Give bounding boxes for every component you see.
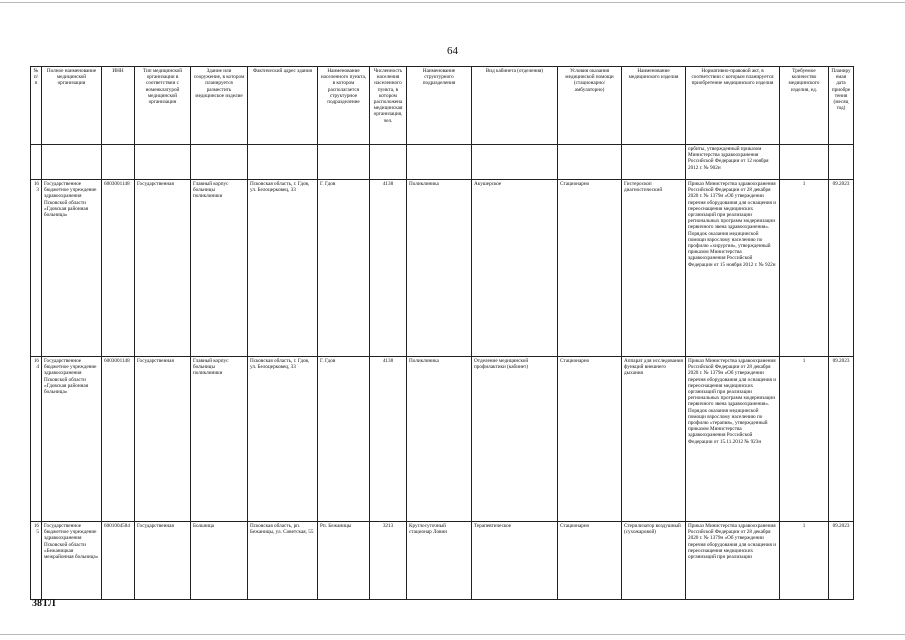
footer-stamp: 38ТЛ — [32, 598, 56, 609]
conditions-cell: Стационарно — [558, 180, 622, 357]
qty-cell: 1 — [780, 522, 829, 600]
cabinet-cell: Акушерское — [472, 180, 558, 357]
col-header-cabinet: Вид кабинета (отделения) — [472, 67, 558, 145]
col-header-qty: Требуемое количество медицинского изделия, ед. — [780, 67, 829, 145]
act-cell: Приказ Министерства здравоохранения Российской Федерации от 28 декабря 2020 г. № 1379н «Об утверждении перечня оборудования для оснащения и переоснащения медицинских организаций при реализации — [686, 522, 780, 600]
row-num: 164 — [31, 357, 42, 522]
equipment-table — [30, 66, 854, 600]
locality-cell: Г. Гдов — [318, 180, 370, 357]
col-header-type: Тип медицинской организации в соответствии с номенклатурой медицинской организации — [135, 67, 191, 145]
table-row-continuation — [31, 145, 854, 180]
inn-cell: 6003001148 — [102, 357, 135, 522]
date-cell: 09.2023 — [829, 522, 854, 600]
org-cell: Государственное бюджетное учреждение здравоохранения Псковской области «Бежаницкая межрайонная больница» — [42, 522, 102, 600]
col-header-conditions: Условия оказания медицинской помощи (стационарно/ амбулаторно) — [558, 67, 622, 145]
scan-edge-top — [0, 2, 905, 3]
conditions-cell: Стационарно — [558, 522, 622, 600]
col-header-act: Нормативно-правовой акт, в соответствии с которым планируется приобретение медицинского изделия — [686, 67, 780, 145]
col-header-address: Фактический адрес здания — [248, 67, 318, 145]
type-cell: Государственная — [135, 180, 191, 357]
col-header-date: Планируемая дата приобретения (месяц год) — [829, 67, 854, 145]
cabinet-cell: Терапевтическое — [472, 522, 558, 600]
building-cell: Главный корпус больницы поликлиники — [191, 357, 248, 522]
population-cell: 3213 — [370, 522, 407, 600]
device-cell: Стерилизатор воздушный (сухожаровой) — [622, 522, 686, 600]
col-header-org: Полное наименование медицинской организации — [42, 67, 102, 145]
col-header-inn: ИНН — [102, 67, 135, 145]
col-header-num: № п/п — [31, 67, 42, 145]
locality-cell: Г. Гдов — [318, 357, 370, 522]
address-cell: Псковская область, рп. Бежаницы, ул. Советская, 55 — [248, 522, 318, 600]
page-number: 64 — [447, 45, 458, 57]
address-cell: Псковская область, г. Гдов, ул. Белоцерковец, 33 — [248, 180, 318, 357]
table-header-row — [31, 67, 854, 145]
act-cell: Приказ Министерства здравоохранения Российской Федерации от 28 декабря 2020 г. № 1379н «Об утверждении перечня оборудования для оснащения и переоснащения медицинских организаций при реализации региональных программ модернизации первичного звена здравоохранения». Порядок оказания медицинской помощи взрослому населению по профилю «хирургия», утвержденный приказом Министерства здравоохранения Российской Федерации от 15 ноября 2012 г. № 922н — [686, 180, 780, 357]
row-num: 165 — [31, 522, 42, 600]
population-cell: 4138 — [370, 357, 407, 522]
building-cell: Больница — [191, 522, 248, 600]
table-row — [31, 357, 854, 522]
locality-cell: Рп. Бежаницы — [318, 522, 370, 600]
population-cell: 4138 — [370, 180, 407, 357]
unit-cell: Поликлиника — [407, 357, 472, 522]
table-row — [31, 522, 854, 600]
table-row — [31, 180, 854, 357]
scan-edge-bottom — [0, 634, 905, 635]
type-cell: Государственная — [135, 357, 191, 522]
col-header-unit: Наименование структурного подразделения — [407, 67, 472, 145]
org-cell: Государственное бюджетное учреждение здравоохранения Псковской области «Гдовская районная больница» — [42, 357, 102, 522]
device-cell: Аппарат для исследования функций внешнего дыхания — [622, 357, 686, 522]
cabinet-cell: Отделение медицинской профилактики (кабинет) — [472, 357, 558, 522]
col-header-device: Наименование медицинского изделия — [622, 67, 686, 145]
inn-cell: 6003001148 — [102, 180, 135, 357]
act-cell: Приказ Министерства здравоохранения Российской Федерации от 28 декабря 2020 г. № 1379н «Об утверждении перечня оборудования для оснащения и переоснащения медицинских организаций при реализации региональных программ модернизации первичного звена здравоохранения». Порядок оказания медицинской помощи взрослому населению по профилю «терапия», утвержденный приказом Министерства здравоохранения Российской Федерации от 15.11.2012 № 923н — [686, 357, 780, 522]
date-cell: 09.2023 — [829, 357, 854, 522]
qty-cell: 1 — [780, 180, 829, 357]
org-cell: Государственное бюджетное учреждение здравоохранения Псковской области «Гдовская районная больница» — [42, 180, 102, 357]
inn-cell: 6001004584 — [102, 522, 135, 600]
device-cell: Гистероскоп диагностический — [622, 180, 686, 357]
type-cell: Государственная — [135, 522, 191, 600]
continuation-act-cell: орбиты, утвержденный приказом Министерства здравоохранения Российской Федерации от 12 ноября 2012 г. № 902н — [686, 145, 780, 180]
unit-cell: Круглосуточный стационар Ловин — [407, 522, 472, 600]
address-cell: Псковская область, г. Гдов, ул. Белоцерковец, 33 — [248, 357, 318, 522]
unit-cell: Поликлиника — [407, 180, 472, 357]
col-header-population: Численность населения населенного пункта, в котором расположена медицинская организация, чел. — [370, 67, 407, 145]
col-header-locality: Наименование населенного пункта, в котором располагается структурное подразделение — [318, 67, 370, 145]
building-cell: Главный корпус больницы поликлиники — [191, 180, 248, 357]
qty-cell: 1 — [780, 357, 829, 522]
col-header-building: Здание или сооружение, в котором планируется разместить медицинское изделие — [191, 67, 248, 145]
row-num: 163 — [31, 180, 42, 357]
conditions-cell: Стационарно — [558, 357, 622, 522]
date-cell: 09.2023 — [829, 180, 854, 357]
